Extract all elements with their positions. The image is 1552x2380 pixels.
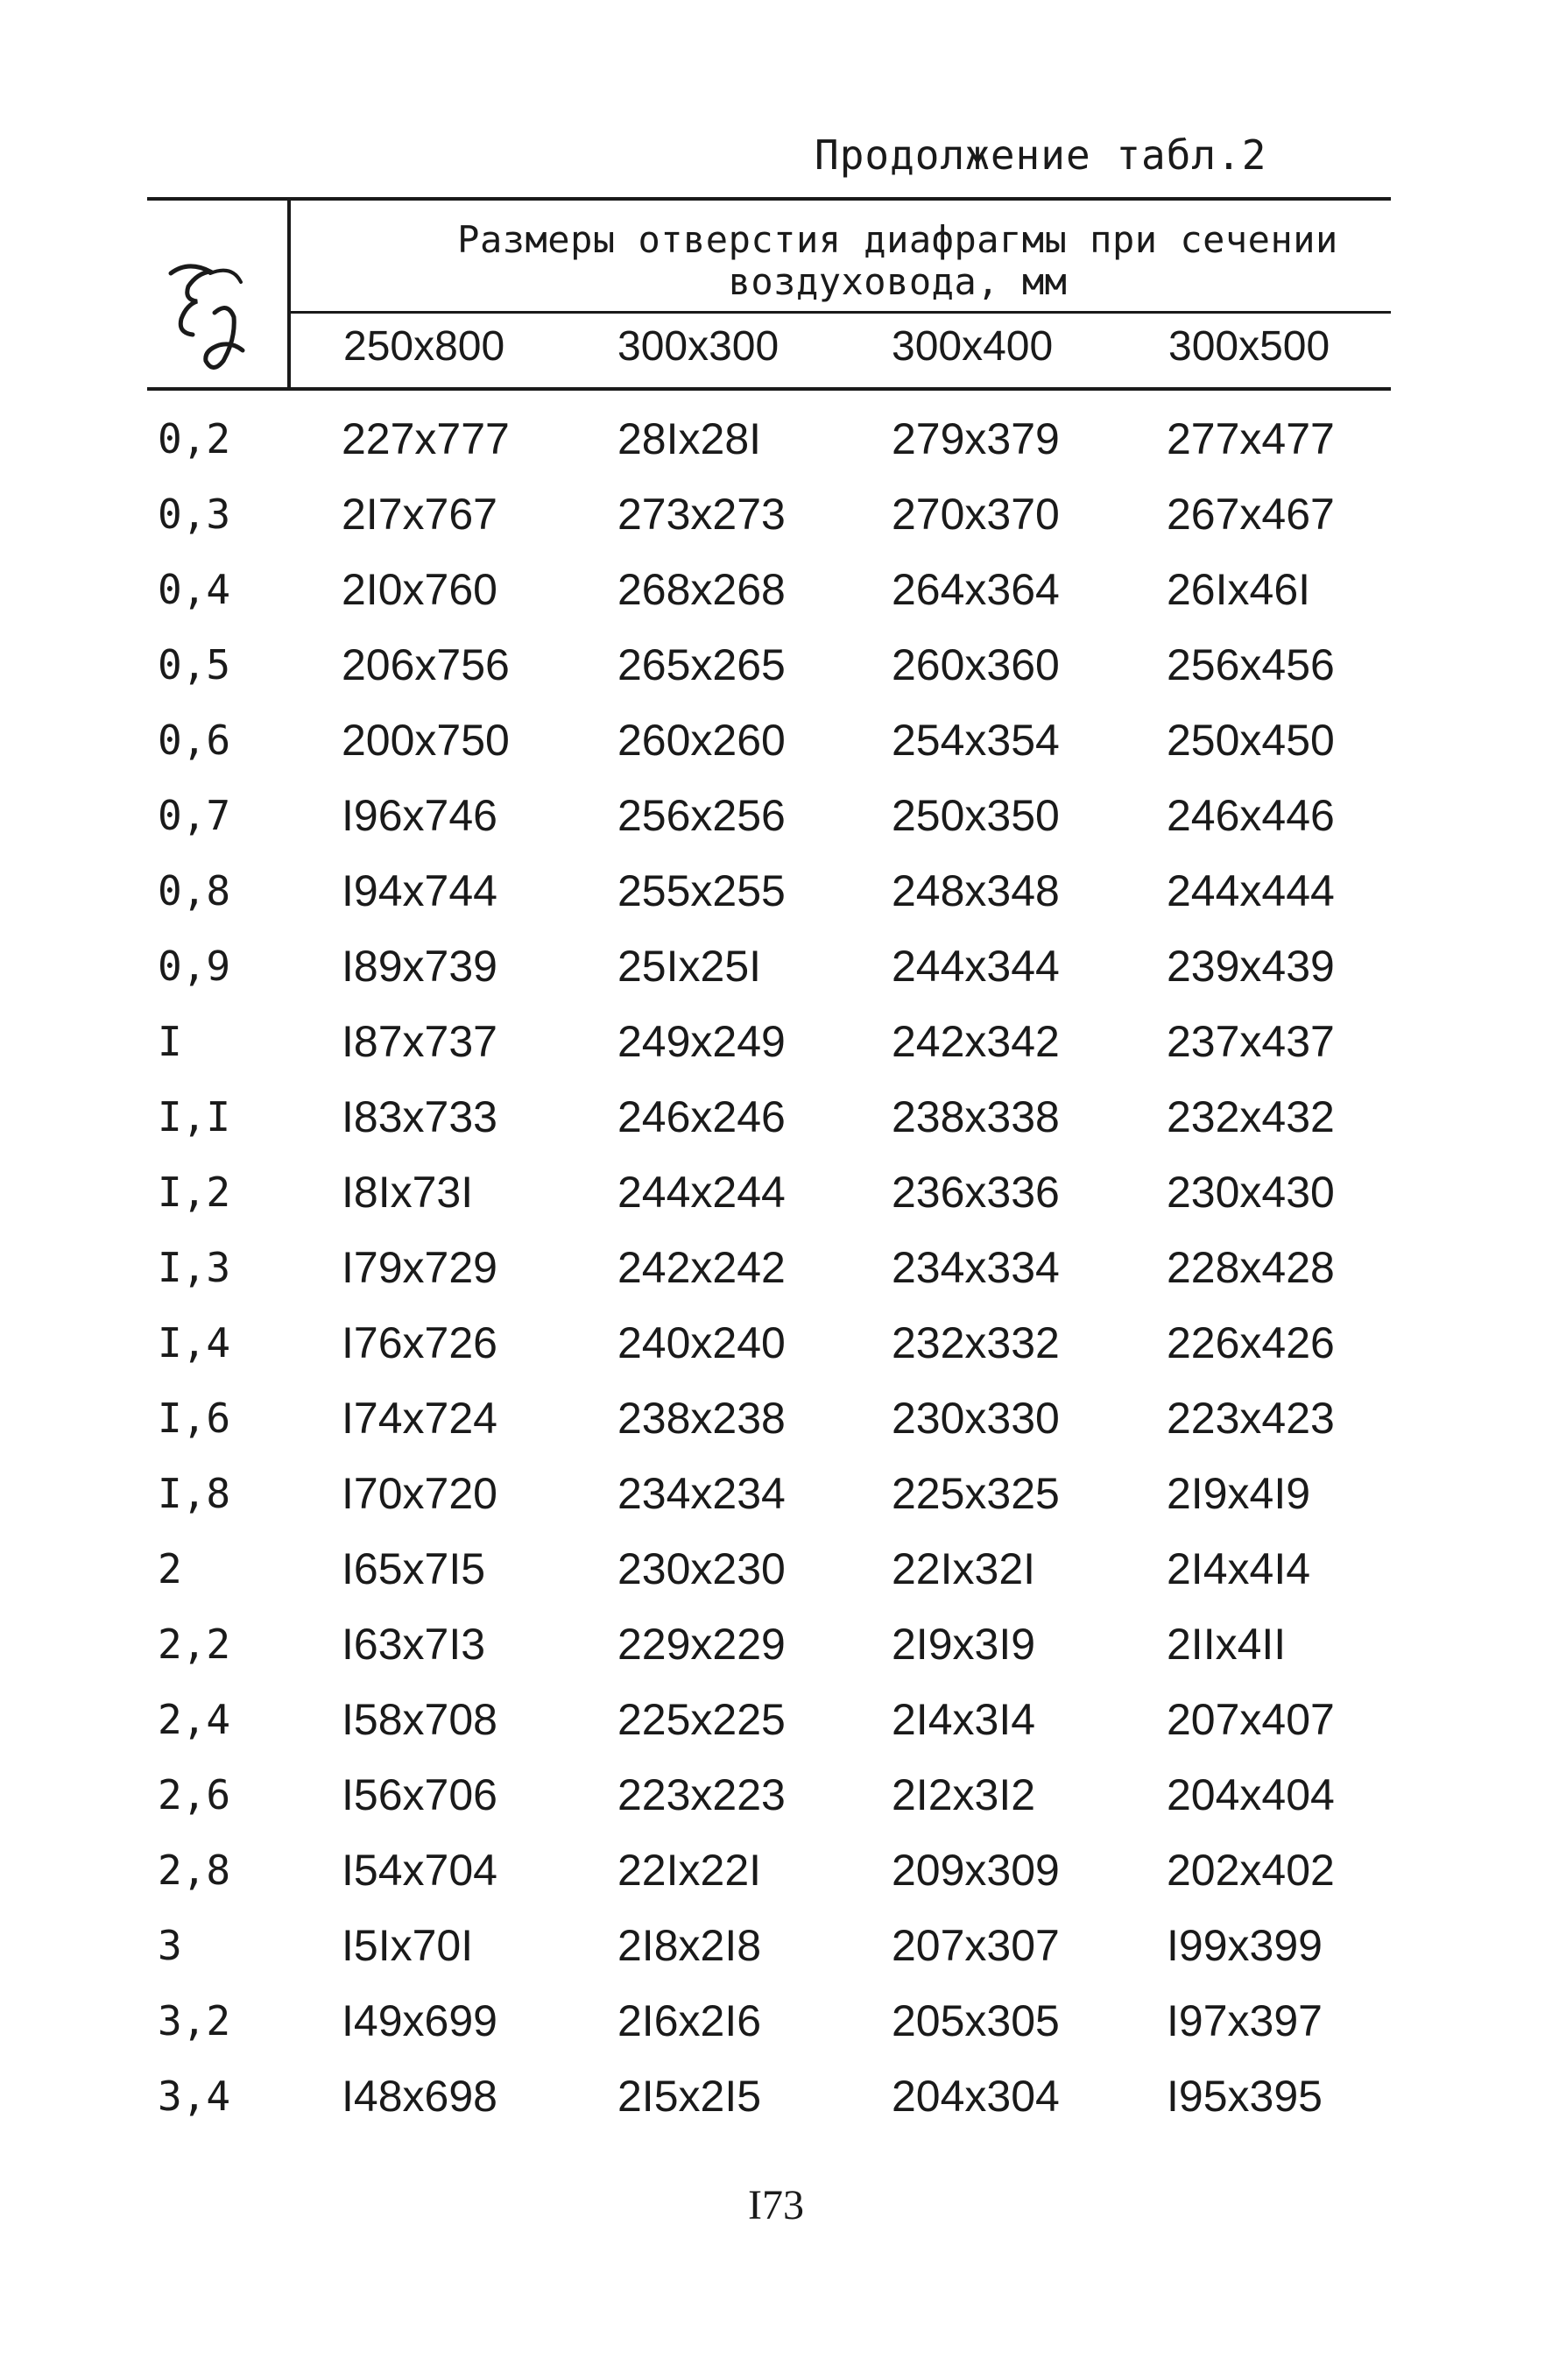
column-header-4: 300x500 xyxy=(1168,323,1330,370)
aperture-size-cell: I65x7I5 xyxy=(342,1544,486,1593)
aperture-size-cell: 260x360 xyxy=(892,640,1060,689)
aperture-size-cell: 238x238 xyxy=(617,1394,786,1443)
column-header-3: 300x400 xyxy=(892,323,1054,370)
aperture-size-cell: I74x724 xyxy=(342,1394,497,1443)
fg-value: 0,6 xyxy=(158,717,231,764)
aperture-size-cell: 28Ix28I xyxy=(617,414,762,463)
table-row xyxy=(0,713,1552,788)
aperture-size-cell: I87x737 xyxy=(342,1017,497,1066)
aperture-size-cell: 237x437 xyxy=(1167,1017,1335,1066)
aperture-size-cell: I5Ix70I xyxy=(342,1921,474,1970)
header-bottom-rule xyxy=(147,387,1391,391)
table-row xyxy=(0,1843,1552,1918)
aperture-size-cell: 244x444 xyxy=(1167,866,1335,915)
aperture-size-cell: I48x698 xyxy=(342,2072,497,2121)
table-row xyxy=(0,939,1552,1014)
aperture-size-cell: 207x407 xyxy=(1167,1695,1335,1744)
table-row xyxy=(0,1692,1552,1768)
table-row xyxy=(0,1617,1552,1692)
table-row xyxy=(0,638,1552,713)
table-row xyxy=(0,487,1552,562)
table-row xyxy=(0,864,1552,939)
aperture-size-cell: 26Ix46I xyxy=(1167,565,1311,614)
aperture-size-cell: 277x477 xyxy=(1167,414,1335,463)
aperture-size-cell: I96x746 xyxy=(342,791,497,840)
aperture-size-cell: I97x397 xyxy=(1167,1996,1323,2045)
aperture-size-cell: 256x256 xyxy=(617,791,786,840)
aperture-size-cell: 246x446 xyxy=(1167,791,1335,840)
fg-value: I xyxy=(158,1018,182,1065)
fg-value: 2,8 xyxy=(158,1847,231,1894)
fg-value: I,2 xyxy=(158,1169,231,1216)
table-row xyxy=(0,1090,1552,1165)
aperture-size-cell: 202x402 xyxy=(1167,1846,1335,1895)
fg-value: 0,9 xyxy=(158,943,231,990)
aperture-size-cell: I49x699 xyxy=(342,1996,497,2045)
aperture-size-cell: 238x338 xyxy=(892,1092,1060,1141)
aperture-size-cell: 2I8x2I8 xyxy=(617,1921,762,1970)
aperture-size-cell: I70x720 xyxy=(342,1469,497,1518)
aperture-size-cell: 242x342 xyxy=(892,1017,1060,1066)
aperture-size-cell: 2IIx4II xyxy=(1167,1620,1287,1669)
aperture-size-cell: 2I5x2I5 xyxy=(617,2072,762,2121)
aperture-size-cell: I94x744 xyxy=(342,866,497,915)
column-header-2: 300x300 xyxy=(617,323,780,370)
aperture-size-cell: I8Ix73I xyxy=(342,1168,474,1217)
aperture-size-cell: 268x268 xyxy=(617,565,786,614)
fg-value: I,8 xyxy=(158,1470,231,1517)
page-number: I73 xyxy=(748,2182,804,2228)
aperture-size-cell: 2I6x2I6 xyxy=(617,1996,762,2045)
aperture-size-cell: 248x348 xyxy=(892,866,1060,915)
aperture-size-cell: 227x777 xyxy=(342,414,510,463)
fg-value: 2,2 xyxy=(158,1621,231,1668)
fg-value: 3 xyxy=(158,1922,182,1969)
fg-value: 0,8 xyxy=(158,867,231,915)
table-row xyxy=(0,1542,1552,1617)
aperture-size-cell: 240x240 xyxy=(617,1318,786,1367)
fg-value: 0,5 xyxy=(158,641,231,689)
table-row xyxy=(0,1316,1552,1391)
aperture-size-cell: 205x305 xyxy=(892,1996,1060,2045)
table-row xyxy=(0,1165,1552,1240)
fg-value: 2 xyxy=(158,1545,182,1593)
table-caption: Продолжение табл.2 xyxy=(815,131,1267,179)
aperture-size-cell: 264x364 xyxy=(892,565,1060,614)
fg-value: 0,4 xyxy=(158,566,231,613)
table-row xyxy=(0,1391,1552,1466)
aperture-size-cell: 234x234 xyxy=(617,1469,786,1518)
table-row xyxy=(0,1014,1552,1090)
aperture-size-cell: 260x260 xyxy=(617,716,786,765)
fg-value: 3,4 xyxy=(158,2073,231,2120)
aperture-size-cell: 273x273 xyxy=(617,490,786,539)
aperture-size-cell: 229x229 xyxy=(617,1620,786,1669)
aperture-size-cell: 230x230 xyxy=(617,1544,786,1593)
aperture-size-cell: I63x7I3 xyxy=(342,1620,486,1669)
aperture-size-cell: I76x726 xyxy=(342,1318,497,1367)
group-header-line-1: Размеры отверстия диафрагмы при сечении xyxy=(457,218,1338,261)
aperture-size-cell: 2I0x760 xyxy=(342,565,497,614)
table-row xyxy=(0,1768,1552,1843)
aperture-size-cell: 209x309 xyxy=(892,1846,1060,1895)
aperture-size-cell: I54x704 xyxy=(342,1846,497,1895)
aperture-size-cell: 207x307 xyxy=(892,1921,1060,1970)
fg-value: 0,3 xyxy=(158,491,231,538)
aperture-size-cell: 279x379 xyxy=(892,414,1060,463)
aperture-size-cell: 223x423 xyxy=(1167,1394,1335,1443)
aperture-size-cell: 244x244 xyxy=(617,1168,786,1217)
aperture-size-cell: I99x399 xyxy=(1167,1921,1323,1970)
fg-value: I,6 xyxy=(158,1395,231,1442)
aperture-size-cell: 242x242 xyxy=(617,1243,786,1292)
aperture-size-cell: 22Ix32I xyxy=(892,1544,1036,1593)
aperture-size-cell: 234x334 xyxy=(892,1243,1060,1292)
group-header-line-2: воздуховода, мм xyxy=(728,260,1068,303)
table-row xyxy=(0,1918,1552,1994)
aperture-size-cell: 2I9x4I9 xyxy=(1167,1469,1311,1518)
aperture-size-cell: 244x344 xyxy=(892,942,1060,991)
aperture-size-cell: 250x450 xyxy=(1167,716,1335,765)
table-row xyxy=(0,1466,1552,1542)
aperture-size-cell: 204x404 xyxy=(1167,1770,1335,1819)
aperture-size-cell: 267x467 xyxy=(1167,490,1335,539)
fg-value: 0,7 xyxy=(158,792,231,839)
fg-value: 0,2 xyxy=(158,415,231,463)
aperture-size-cell: 2I9x3I9 xyxy=(892,1620,1036,1669)
table-row xyxy=(0,412,1552,487)
aperture-size-cell: I56x706 xyxy=(342,1770,497,1819)
aperture-size-cell: 230x430 xyxy=(1167,1168,1335,1217)
aperture-size-cell: 228x428 xyxy=(1167,1243,1335,1292)
aperture-size-cell: 225x225 xyxy=(617,1695,786,1744)
table-row xyxy=(0,1240,1552,1316)
fg-value: I,4 xyxy=(158,1319,231,1367)
aperture-size-cell: 204x304 xyxy=(892,2072,1060,2121)
fg-value: 3,2 xyxy=(158,1997,231,2045)
aperture-size-cell: 225x325 xyxy=(892,1469,1060,1518)
aperture-size-cell: I89x739 xyxy=(342,942,497,991)
aperture-size-cell: 223x223 xyxy=(617,1770,786,1819)
aperture-size-cell: I58x708 xyxy=(342,1695,497,1744)
aperture-size-cell: 230x330 xyxy=(892,1394,1060,1443)
aperture-size-cell: 200x750 xyxy=(342,716,510,765)
aperture-size-cell: 2I4x3I4 xyxy=(892,1695,1036,1744)
aperture-size-cell: 25Ix25I xyxy=(617,942,762,991)
aperture-size-cell: I79x729 xyxy=(342,1243,497,1292)
aperture-size-cell: 22Ix22I xyxy=(617,1846,762,1895)
aperture-size-cell: 232x432 xyxy=(1167,1092,1335,1141)
aperture-size-cell: 250x350 xyxy=(892,791,1060,840)
aperture-size-cell: 249x249 xyxy=(617,1017,786,1066)
table-row xyxy=(0,2069,1552,2144)
aperture-size-cell: 256x456 xyxy=(1167,640,1335,689)
aperture-size-cell: I83x733 xyxy=(342,1092,497,1141)
column-group-header xyxy=(368,219,1428,303)
aperture-size-cell: 226x426 xyxy=(1167,1318,1335,1367)
aperture-size-cell: 255x255 xyxy=(617,866,786,915)
header-column-divider xyxy=(287,197,291,390)
fg-symbol-header xyxy=(162,247,258,378)
aperture-size-cell: 246x246 xyxy=(617,1092,786,1141)
aperture-size-cell: 239x439 xyxy=(1167,942,1335,991)
table-top-rule xyxy=(147,197,1391,201)
column-header-1: 250x800 xyxy=(343,323,505,370)
aperture-size-cell: 236x336 xyxy=(892,1168,1060,1217)
aperture-size-cell: I95x395 xyxy=(1167,2072,1323,2121)
aperture-size-cell: 2I4x4I4 xyxy=(1167,1544,1311,1593)
fg-value: I,I xyxy=(158,1093,231,1141)
aperture-size-cell: 254x354 xyxy=(892,716,1060,765)
fg-value: I,3 xyxy=(158,1244,231,1291)
table-row xyxy=(0,562,1552,638)
aperture-size-cell: 2I7x767 xyxy=(342,490,497,539)
table-row xyxy=(0,1994,1552,2069)
fg-value: 2,6 xyxy=(158,1771,231,1819)
header-sub-rule xyxy=(289,311,1391,314)
aperture-size-cell: 270x370 xyxy=(892,490,1060,539)
aperture-size-cell: 232x332 xyxy=(892,1318,1060,1367)
aperture-size-cell: 206x756 xyxy=(342,640,510,689)
aperture-size-cell: 265x265 xyxy=(617,640,786,689)
aperture-size-cell: 2I2x3I2 xyxy=(892,1770,1036,1819)
table-row xyxy=(0,788,1552,864)
fg-value: 2,4 xyxy=(158,1696,231,1743)
